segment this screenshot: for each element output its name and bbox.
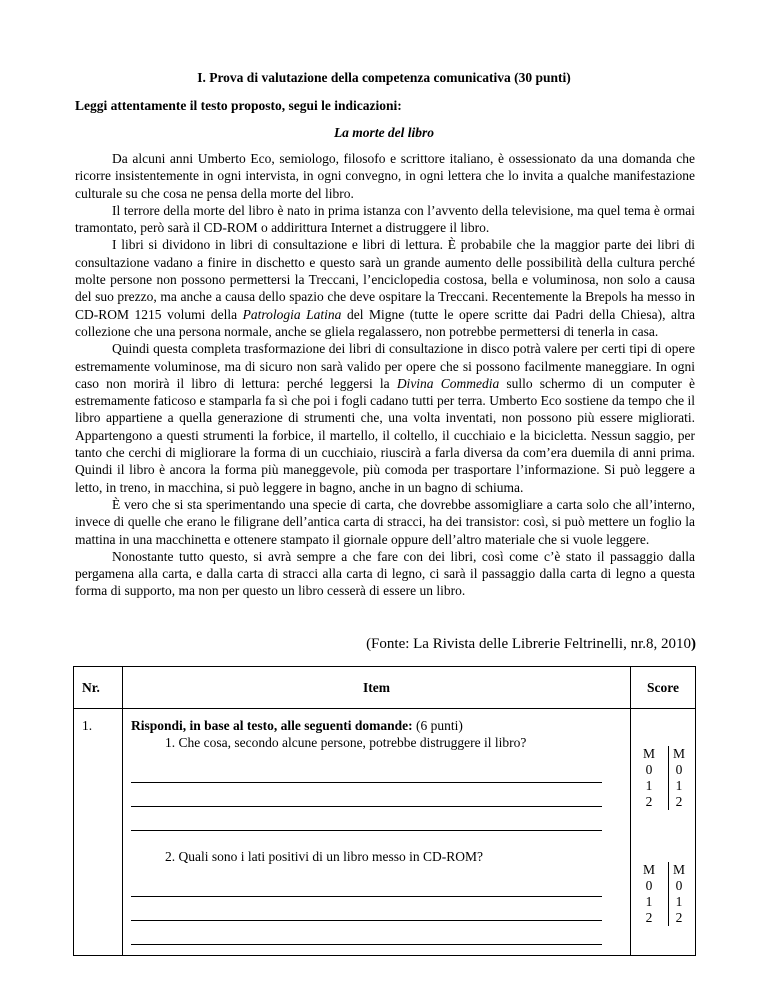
answer-line[interactable] [131,759,602,783]
header-nr: Nr. [74,667,123,709]
question-1: 1. Che cosa, secondo alcune persone, potrebbe distruggere il libro? [165,735,527,750]
answer-line[interactable] [131,783,602,807]
page-title: I. Prova di valutazione della competenza comunicativa (30 punti) [197,70,571,85]
answer-line[interactable] [131,873,602,897]
header-item: Item [123,667,631,709]
text-title: La morte del libro [333,125,435,140]
score-block-1 [639,746,689,810]
score-column: M 0 1 2 [642,746,655,809]
question-2: 2. Quali sono i lati positivi di un libro messo in CD-ROM? [165,849,483,864]
italic-title: Divina Commedia [396,375,500,391]
score-column: M 0 1 2 [668,746,689,810]
score-column: M 0 1 2 [642,862,655,925]
answer-line[interactable] [131,921,602,945]
table-row [74,709,696,956]
score-block-2 [639,862,689,926]
reading-text [75,150,695,600]
paragraph: Nonostante tutto questo, si avrà sempre a che fare con dei libri, così come c’è stato il passaggio dalla pergamena alla carta, e dalla carta di stracci alla carta di legno, ci sarà il passaggio dalla carta di legno a questa forma di supporto, ma non per questo un libro cesserà di essere un libro. [75,548,695,599]
source-citation: (Fonte: La Rivista delle Librerie Feltrinelli, nr.8, 2010) [366,636,696,652]
table-header-row [74,667,696,709]
instruction: Leggi attentamente il testo proposto, segui le indicazioni: [75,98,402,113]
score-cell [631,709,696,956]
italic-title: Patrologia Latina [242,306,342,322]
answer-lines-2[interactable] [131,873,624,945]
paragraph: Quindi questa completa trasformazione dei libri di consultazione in disco potrà valere per certi tipi di opere estremamente voluminose, ma di sicuro non sarà valido per opere che si possono facilmente maneggiare. In ogni caso non morirà il libro di lettura: perché leggersi la Divina Commedia sullo schermo di un computer è estremamente faticoso e stamparla fa sì che poi i fogli cadano tutti per terra. Umberto Eco sostiene da tempo che il libro appartiene a quella generazione di strumenti che, una volta inventati, non possono più essere migliorati. Appartengono a questi strumenti la forbice, il martello, il coltello, il cucchiaio e la bicicletta. Nessun saggio, per tanto che cerchi di migliorare la forma di un cucchiaio, riuscirà a farla diversa da com’era duemila di anni prima. Quindi il libro è ancora la forma più maneggevole, più comoda per trasportare l’informazione. Si può leggere a letto, in treno, in macchina, si può leggere in bagno, anche in un bagno di schiuma. [75,341,696,495]
header-score: Score [631,667,696,709]
answer-line[interactable] [131,807,602,831]
paragraph: I libri si dividono in libri di consultazione e libri di lettura. È probabile che la maggior parte dei libri di consultazione vadano a finire in dischetto e questo sarà un grande aumento delle possibilità della cultura perché molte persone non possono permettersi la Treccani, l’enciclopedia costosa, bella e voluminosa, non solo a causa del suo prezzo, ma anche a causa dello spazio che deve ospitare la Treccani. Recentemente la Brepols ha messo in CD-ROM 1215 volumi della Patrologia Latina del Migne (tutte le opere scritte dai Padri della Chiesa), altra collezione che una persona normale, anche se gliela regalassero, non potrebbe permettersi di tenerla in casa. [75,237,695,339]
answer-lines-1[interactable] [131,759,624,831]
paragraph: Il terrore della morte del libro è nato in prima istanza con l’avvento della televisione, ma quel tema è ormai tramontato, però sarà il CD-ROM o addirittura Internet a distruggere il libro. [75,202,695,236]
score-column: M 0 1 2 [668,862,689,926]
answer-line[interactable] [131,897,602,921]
paragraph: È vero che si sta sperimentando una specie di carta, che dovrebbe assomigliare a carta solo che all’interno, invece di quelle che erano le filigrane dell’antica carta di stracci, ha dei transistor: così, si può mettere un foglio la mattina in una macchinetta e ottenere stampato il giornale oppure dell’altro materiale che si vuole leggere. [75,496,695,547]
row-number: 1. [74,709,123,956]
item-cell [123,709,631,956]
item-table [73,666,696,956]
paragraph: Da alcuni anni Umberto Eco, semiologo, filosofo e scrittore italiano, è ossessionato da una domanda che ricorre insistentemente in ogni intervista, in ogni convegno, in ogni lettera che lo invita a qualche manifestazione culturale su che cosa ne pensa della morte del libro. [75,151,695,201]
question-heading: Rispondi, in base al testo, alle seguenti domande: (6 punti) [131,718,463,733]
